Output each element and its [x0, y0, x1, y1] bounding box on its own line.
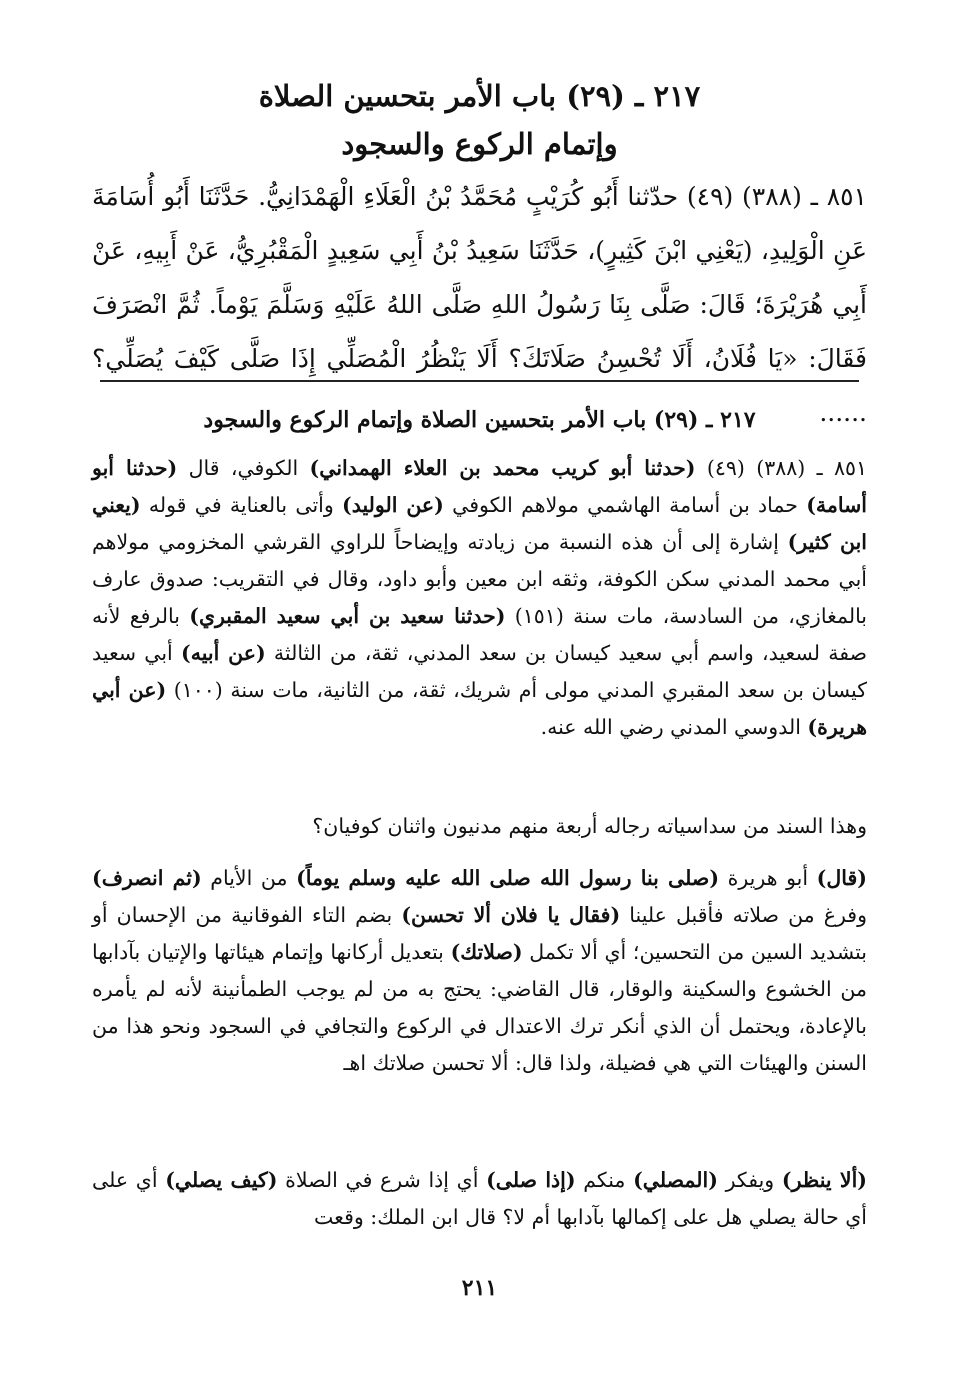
- bold-quoted-text: (كيف يصلي): [165, 1168, 278, 1192]
- commentary-paragraph-1: [92, 450, 867, 746]
- commentary-text: ويفكر: [717, 1168, 782, 1192]
- commentary-text: من الأيام: [201, 866, 297, 890]
- bold-quoted-text: (إذا صلى): [486, 1168, 576, 1192]
- commentary-text: بتعديل أركانها وإتمام هيئاتها والإتيان بآدابها من الخشوع والسكينة والوقار، قال القاضي: يحتج به من لم يوجب الطمأنينة لأنه لم يأمره بالإعادة، ويحتمل أن الذي أنكر ترك الاعتدال في الركوع والتجافي في السجود ونحو هذا من السنن والهيئات التي هي فضيلة، ولذا قال: ألا تحسن صلاتك اهـ: [92, 940, 867, 1075]
- commentary-text: حماد بن أسامة الهاشمي مولاهم الكوفي: [443, 493, 807, 517]
- commentary-text: وأتى بالعناية في قوله: [140, 493, 343, 517]
- bold-quoted-text: (حدثنا أبو أسامة): [92, 456, 867, 517]
- bold-quoted-text: (حدثنا سعيد بن أبي سعيد المقبري): [189, 604, 506, 628]
- commentary-paragraph-3: [92, 860, 867, 1082]
- commentary-text: الدوسي المدني رضي الله عنه.: [540, 715, 808, 739]
- bold-quoted-text: (قال): [816, 866, 868, 890]
- bold-quoted-text: (عن الوليد): [342, 493, 444, 517]
- commentary-text: منكم: [575, 1168, 634, 1192]
- bold-quoted-text: (يعني ابن كثير): [92, 493, 867, 554]
- hadith-text: ٨٥١ ـ (٣٨٨) (٤٩) حدّثنا أَبُو كُرَيْبٍ مُحَمَّدُ بْنُ الْعَلَاءِ الْهَمْدَانِيُّ. حَدَّثَنَا أَبُو أُسَامَةَ عَنِ الْوَلِيدِ، (يَعْنِي ابْنَ كَثِيرٍ)، حَدَّثَنَا سَعِيدُ بْنُ أَبِي سَعِيدٍ الْمَقْبُرِيُّ، عَنْ أَبِيهِ، عَنْ أَبِي هُرَيْرَةَ؛ قَالَ: صَلَّى بِنَا رَسُولُ اللهِ صَلَّى اللهُ عَلَيْهِ وَسَلَّمَ يَوْماً. ثُمَّ انْصَرَفَ فَقَالَ: «يَا فُلَانُ، أَلَا تُحْسِنُ صَلَاتَكَ؟ أَلَا يَنْظُرُ الْمُصَلِّي إِذَا صَلَّى كَيْفَ يُصَلِّي؟ ......: [92, 182, 867, 427]
- chapter-title-line-2: وإتمام الركوع والسجود: [341, 127, 618, 161]
- commentary-text: أبو هريرة: [719, 866, 817, 890]
- commentary-text: أي إذا شرع في الصلاة: [277, 1168, 487, 1192]
- commentary-text: وهذا السند من سداسياته رجاله أربعة منهم مدنيون واثنان كوفيان؟: [312, 814, 867, 838]
- bold-quoted-text: (حدثنا أبو كريب محمد بن العلاء الهمداني): [309, 456, 696, 480]
- bold-quoted-text: (المصلي): [633, 1168, 718, 1192]
- bold-quoted-text: (فقال يا فلان ألا تحسن): [401, 903, 621, 927]
- commentary-text: بضم التاء الفوقانية من الإحسان أو بتشديد السين من التحسين؛ أي ألا تكمل: [92, 903, 867, 964]
- commentary-title: ٢١٧ ـ (٢٩) باب الأمر بتحسين الصلاة وإتمام الركوع والسجود: [203, 407, 756, 433]
- commentary-text: وفرغ من صلاته فأقبل علينا: [620, 903, 868, 927]
- commentary-paragraph-2: [92, 808, 867, 845]
- bold-quoted-text: (صلاتك): [450, 940, 523, 964]
- bold-quoted-text: (عن أبيه): [181, 641, 266, 665]
- separator-line: [100, 380, 859, 382]
- commentary-text: بالرفع لأنه صفة لسعيد، واسم أبي سعيد كيسان بن سعد المدني، ثقة، من الثالثة: [92, 604, 867, 665]
- bold-quoted-text: (ثم انصرف): [92, 866, 202, 890]
- bold-quoted-text: (صلى بنا رسول الله صلى الله عليه وسلم يوماً): [296, 866, 720, 890]
- commentary-paragraph-4: [92, 1162, 867, 1236]
- page-number: ٢١١: [461, 1275, 498, 1301]
- bold-quoted-text: (ألا ينظر): [781, 1168, 867, 1192]
- commentary-text: أبي سعيد كيسان بن سعد المقبري المدني مولى أم شريك، ثقة، من الثانية، مات سنة (١٠٠): [92, 641, 867, 702]
- bold-quoted-text: (عن أبي هريرة): [92, 678, 867, 739]
- commentary-text: أي على أي حالة يصلي هل على إكمالها بآدابها أم لا؟ قال ابن الملك: وقعت: [92, 1168, 867, 1229]
- commentary-text: إشارة إلى أن هذه النسبة من زيادته وإيضاحاً للراوي القرشي المخزومي مولاهم أبي محمد المدني سكن الكوفة، وثقه ابن معين وأبو داود، وقال في التقريب: صدوق عارف بالمغازي، من السادسة، مات سنة (١٥١): [92, 530, 868, 628]
- commentary-text: ٨٥١ ـ (٣٨٨) (٤٩): [695, 456, 867, 480]
- chapter-title-line-1: ٢١٧ ـ (٢٩) باب الأمر بتحسين الصلاة: [258, 79, 701, 113]
- commentary-text: الكوفي، قال: [177, 456, 310, 480]
